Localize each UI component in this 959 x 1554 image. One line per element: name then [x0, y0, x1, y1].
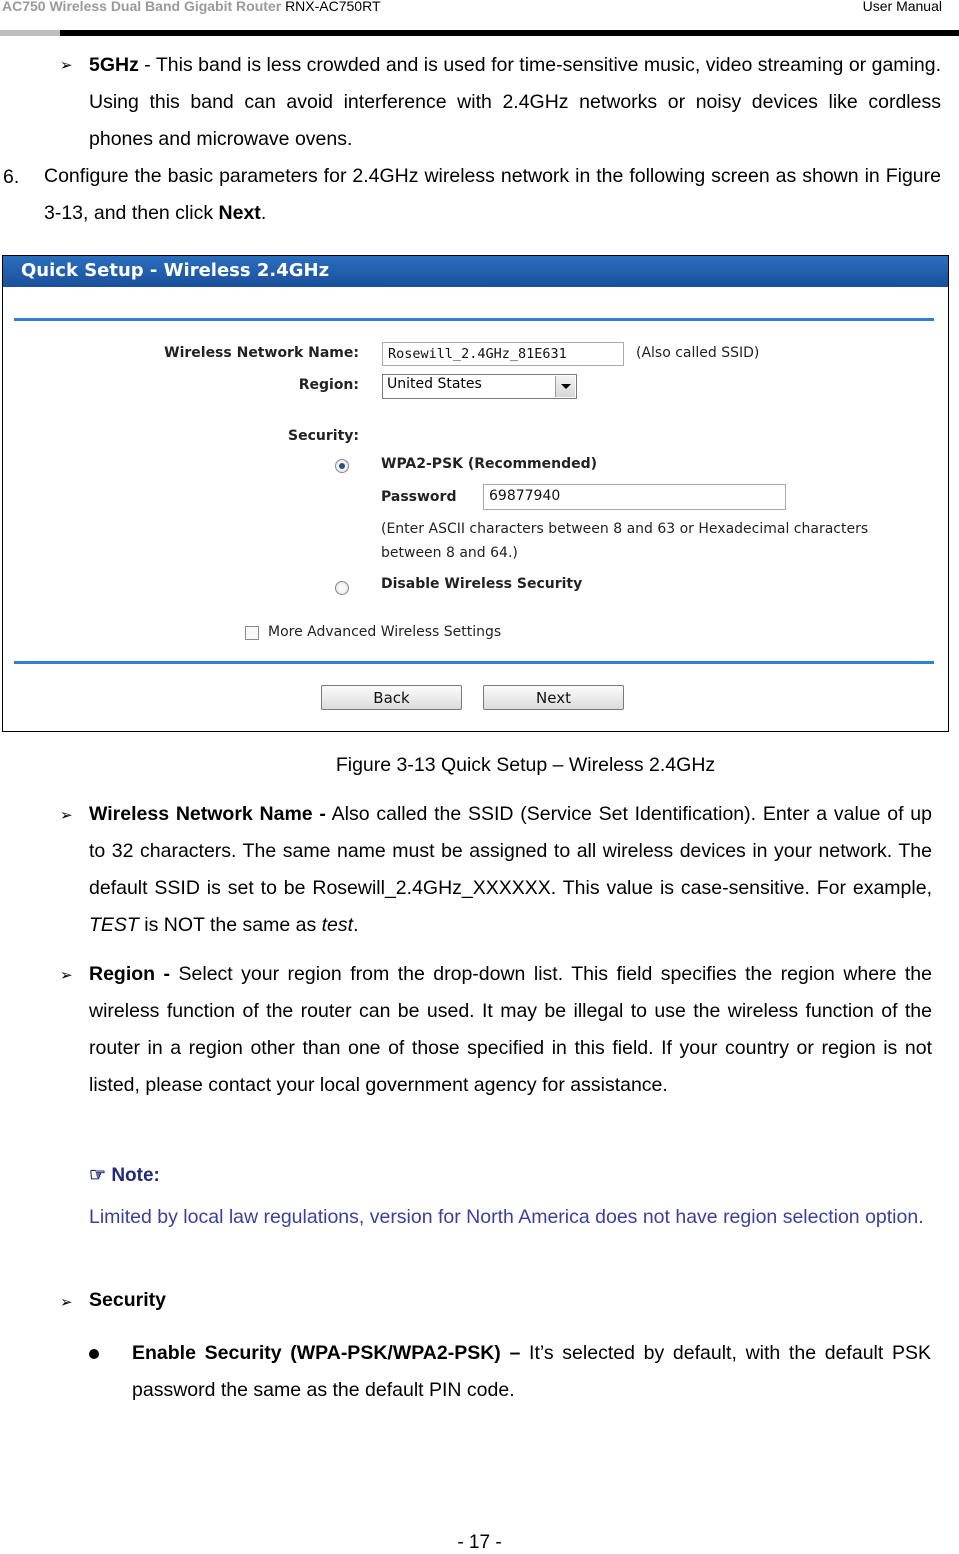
header-left	[2, 0, 381, 14]
figure-title-bar	[3, 256, 948, 287]
bullet-5ghz	[89, 47, 941, 158]
header-model: RNX-AC750RT	[285, 0, 381, 14]
bullet-enable-security	[132, 1335, 931, 1409]
header-rule	[0, 30, 959, 36]
wpa2-radio[interactable]	[335, 459, 349, 473]
bullet-wireless-network-name	[89, 796, 932, 944]
security-label: Security:	[288, 428, 359, 444]
password-hint-line1: (Enter ASCII characters between 8 and 63 or Hexadecimal characters	[381, 521, 869, 537]
bullet-dot-icon	[89, 1349, 99, 1359]
figure-title: Quick Setup - Wireless 2.4GHz	[21, 260, 330, 281]
wnn-em2: test	[321, 914, 354, 936]
step-number: 6.	[3, 166, 20, 188]
figure-caption: Figure 3-13 Quick Setup – Wireless 2.4GHz	[335, 754, 716, 776]
ssid-label: Wireless Network Name:	[164, 345, 359, 361]
region-value: United States	[387, 376, 482, 392]
chevron-down-icon[interactable]	[555, 376, 575, 397]
security-heading: Security	[89, 1289, 166, 1311]
back-button[interactable]: Back	[321, 685, 462, 710]
figure-top-rule	[14, 318, 934, 321]
disable-security-radio[interactable]	[335, 581, 349, 595]
bullet-5ghz-term: 5GHz	[89, 54, 139, 76]
enable-term: Enable Security (WPA-PSK/WPA2-PSK) –	[132, 1342, 521, 1364]
bullet-5ghz-text: - This band is less crowded and is used for time-sensitive music, video streaming or gaming. Using this band can avoid interference with 2.4GHz networks or noisy devices like cordless phones and microwave ovens.	[89, 54, 941, 150]
arrow-bullet-icon: ➢	[60, 57, 73, 74]
note-label: Note:	[111, 1165, 160, 1186]
page-number: - 17 -	[457, 1532, 502, 1553]
region-label: Region:	[298, 377, 359, 393]
wnn-term: Wireless Network Name -	[89, 803, 326, 825]
note-heading	[89, 1164, 160, 1187]
quick-setup-screenshot	[2, 255, 949, 732]
arrow-bullet-icon: ➢	[60, 1294, 73, 1311]
figure-bottom-rule	[14, 661, 934, 664]
pointing-hand-icon: ☞	[89, 1165, 107, 1186]
wpa2-option-label: WPA2-PSK (Recommended)	[381, 456, 598, 472]
enable-text: It’s selected by default, with the default PSK password the same as the default PIN code.	[132, 1342, 931, 1401]
more-settings-checkbox[interactable]	[245, 626, 259, 640]
more-settings-label: More Advanced Wireless Settings	[268, 624, 502, 640]
step-6-end: .	[260, 202, 267, 224]
wnn-em1: TEST	[89, 914, 139, 936]
region-text: Select your region from the drop-down list. This field specifies the region where the wireless function of the router can be used. It may be illegal to use the wireless function of the router in a region other than one of those specified in this field. If your country or region is not listed, please contact your local government agency for assistance.	[89, 963, 932, 1096]
wnn-end: .	[353, 914, 359, 936]
wnn-mid: is NOT the same as	[138, 914, 322, 936]
step-6	[44, 158, 941, 232]
region-select[interactable]	[382, 374, 577, 399]
step-6-emph: Next	[218, 202, 261, 224]
arrow-bullet-icon: ➢	[60, 967, 73, 984]
password-label: Password	[381, 489, 457, 505]
ssid-hint: (Also called SSID)	[636, 345, 760, 361]
password-input[interactable]: 69877940	[483, 484, 786, 510]
region-term: Region -	[89, 963, 171, 985]
disable-security-label: Disable Wireless Security	[381, 576, 583, 592]
wnn-text: Also called the SSID (Service Set Identification). Enter a value of up to 32 characters. The same name must be assigned to all wireless devices in your network. The default SSID is set to be Rosewill_2.4GHz_XXXXXX. This value is case-sensitive. For example,	[89, 803, 932, 899]
note-text: Limited by local law regulations, version for North America does not have region selection option.	[89, 1206, 924, 1228]
header-manual: User Manual	[862, 0, 942, 14]
next-button[interactable]: Next	[483, 685, 624, 710]
header-product: AC750 Wireless Dual Band Gigabit Router	[2, 0, 282, 14]
bullet-region	[89, 956, 932, 1104]
password-hint-line2: between 8 and 64.)	[381, 545, 518, 561]
step-6-text: Configure the basic parameters for 2.4GHz wireless network in the following screen as shown in Figure 3-13, and then click	[44, 165, 941, 224]
arrow-bullet-icon: ➢	[60, 807, 73, 824]
ssid-input[interactable]: Rosewill_2.4GHz_81E631	[382, 342, 624, 366]
